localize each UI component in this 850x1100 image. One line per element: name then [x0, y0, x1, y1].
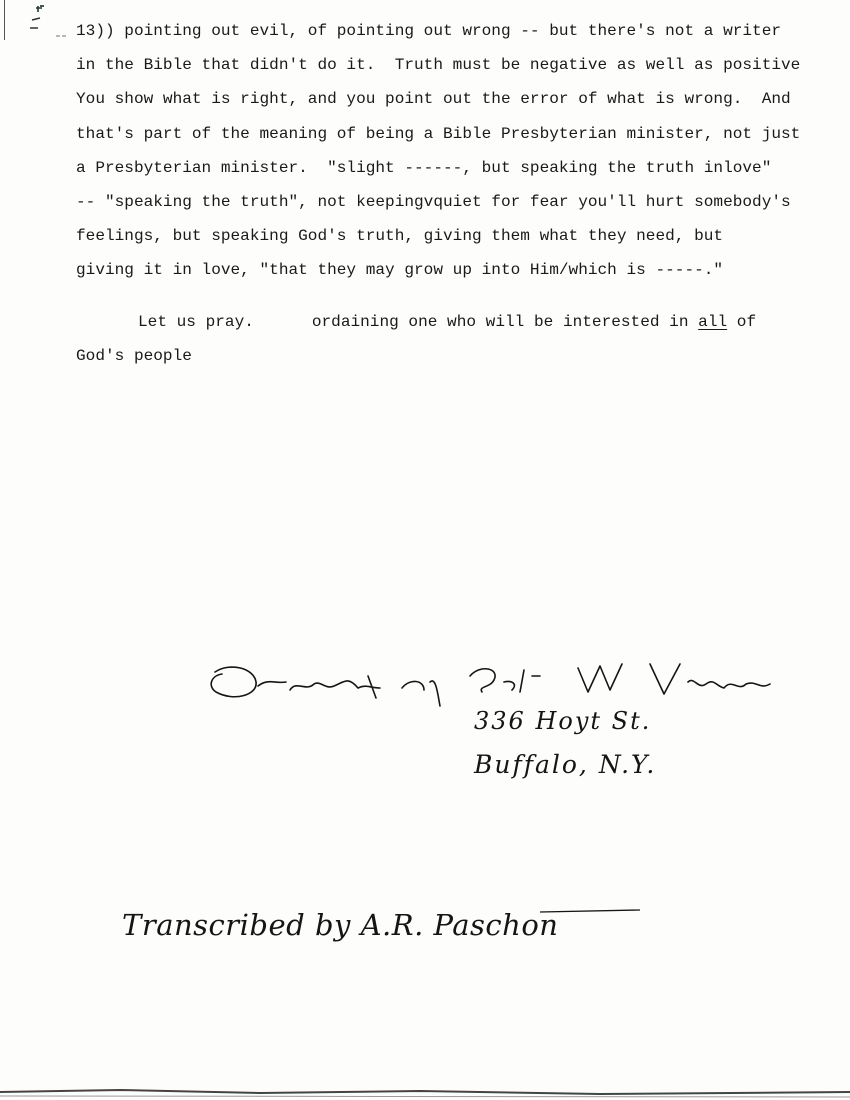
scan-bottom-edge — [0, 1086, 850, 1100]
handwritten-city-line: Buffalo, N.Y. — [474, 750, 657, 779]
paragraph-1-line: in the Bible that didn't do it. Truth must be negative as well as positive — [76, 56, 801, 75]
paragraph-1-line: giving it in love, "that they may grow up into Him/which is -----." — [76, 261, 724, 280]
prayer-text-end: of — [727, 312, 757, 331]
handwritten-ordination-line: Ordination of Robt. W. Vandermey — [214, 676, 595, 701]
paragraph-1-line: 13)) pointing out evil, of pointing out wrong -- but there's not a writer — [76, 22, 782, 40]
paragraph-1-line: -- "speaking the truth", not keepingvquiet for fear you'll hurt somebody's — [76, 193, 791, 212]
paragraph-1-line: You show what is right, and you point out the error of what is wrong. And — [76, 90, 791, 109]
handwritten-transcriber-note: Transcribed by A.R. Paschon — [122, 908, 559, 942]
paragraph-1-line: feelings, but speaking God's truth, giving them what they need, but — [76, 227, 724, 246]
handwritten-address-line: 336 Hoyt St. — [474, 707, 652, 735]
paragraph-1-line: that's part of the meaning of being a Bible Presbyterian minister, not just — [76, 124, 801, 143]
prayer-text: Let us pray. ordaining one who will be interested in — [138, 312, 699, 331]
paragraph-2-line-2: God's people — [76, 346, 192, 365]
underlined-word: all — [698, 312, 728, 331]
paragraph-1-line: a Presbyterian minister. "slight ------, but speaking the truth inlove" — [76, 158, 772, 177]
